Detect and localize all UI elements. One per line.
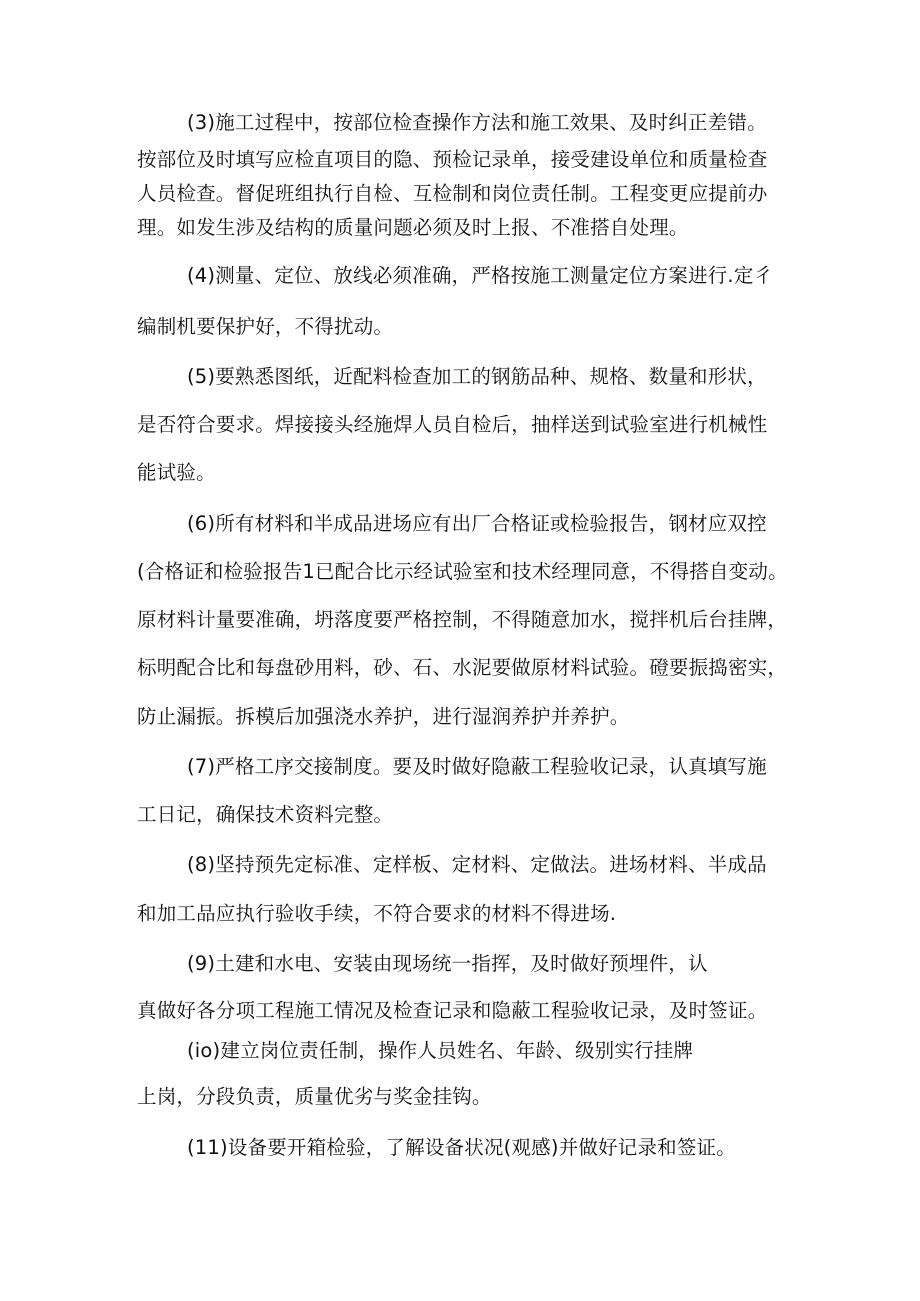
paragraph-6-line-3: 原材料计量要准确，坍落度要严格控制，不得随意加水，搅拌机后台挂牌， [137, 608, 788, 631]
paragraph-9-line-2: 真做好各分项工程施工情况及检查记录和隐蔽工程验收记录，及时签证。 [137, 999, 768, 1022]
paragraph-6-line-1: (6)所有材料和半成品进场应有出厂合格证或检验报告，钢材应双控 [187, 512, 767, 535]
paragraph-5-line-2: 是否符合要求。焊接接头经施焊人员自检后，抽样送到试验室进行机械性 [137, 413, 768, 436]
paragraph-8-line-1: (8)坚持预先定标准、定样板、定材料、定做法。进场材料、半成品 [187, 853, 767, 876]
paragraph-10-line-2: 上岗，分段负责，质量优劣与奖金挂钩。 [137, 1085, 492, 1108]
paragraph-4-line-1: (4)测量、定位、放线必须准确，严格按施工测量定位方案进行.定彳 [187, 264, 774, 287]
paragraph-9-line-1: (9)土建和水电、安装由现场统一指挥，及时做好预埋件，认 [187, 952, 708, 975]
paragraph-11-line-1: (11)设备要开箱检验，了解设备状况(观感)并做好记录和签证。 [187, 1136, 736, 1159]
paragraph-3-line-1: (3)施工过程中，按部位检查操作方法和施工效果、及时纠正差错。 [187, 111, 767, 134]
paragraph-6-line-5: 防止漏振。拆模后加强浇水养护，进行湿润养护并养护。 [137, 705, 630, 728]
paragraph-10-line-1: (io)建立岗位责任制，操作人员姓名、年龄、级别实行挂牌 [187, 1039, 694, 1062]
paragraph-5-line-1: (5)要熟悉图纸，近配料检查加工的钢筋品种、规格、数量和形状， [187, 365, 767, 388]
paragraph-7-line-1: (7)严格工序交接制度。要及时做好隐蔽工程验收记录，认真填写施 [187, 755, 767, 778]
paragraph-4-line-2: 编制机要保护好，不得扰动。 [137, 315, 394, 338]
paragraph-3-line-3: 人员检查。督促班组执行自检、互检制和岗位责任制。工程变更应提前办 [137, 182, 768, 205]
paragraph-3-line-2: 按部位及时填写应检直项目的隐、预检记录单，接受建设单位和质量检查 [137, 148, 768, 171]
paragraph-6-line-2: (合格证和检验报告1已配合比示经试验室和技术经理同意，不得搭自变动。 [137, 560, 788, 583]
paragraph-7-line-2: 工日记，确保技术资料完整。 [137, 803, 394, 826]
paragraph-6-line-4: 标明配合比和每盘砂用料，砂、石、水泥要做原材料试验。磴要振捣密实， [137, 656, 788, 679]
paragraph-5-line-3: 能试验。 [137, 461, 216, 484]
paragraph-3-line-4: 理。如发生涉及结构的质量问题必须及时上报、不准搭自处理。 [137, 216, 689, 239]
paragraph-8-line-2: 和加工品应执行验收手续，不符合要求的材料不得进场. [137, 902, 617, 925]
